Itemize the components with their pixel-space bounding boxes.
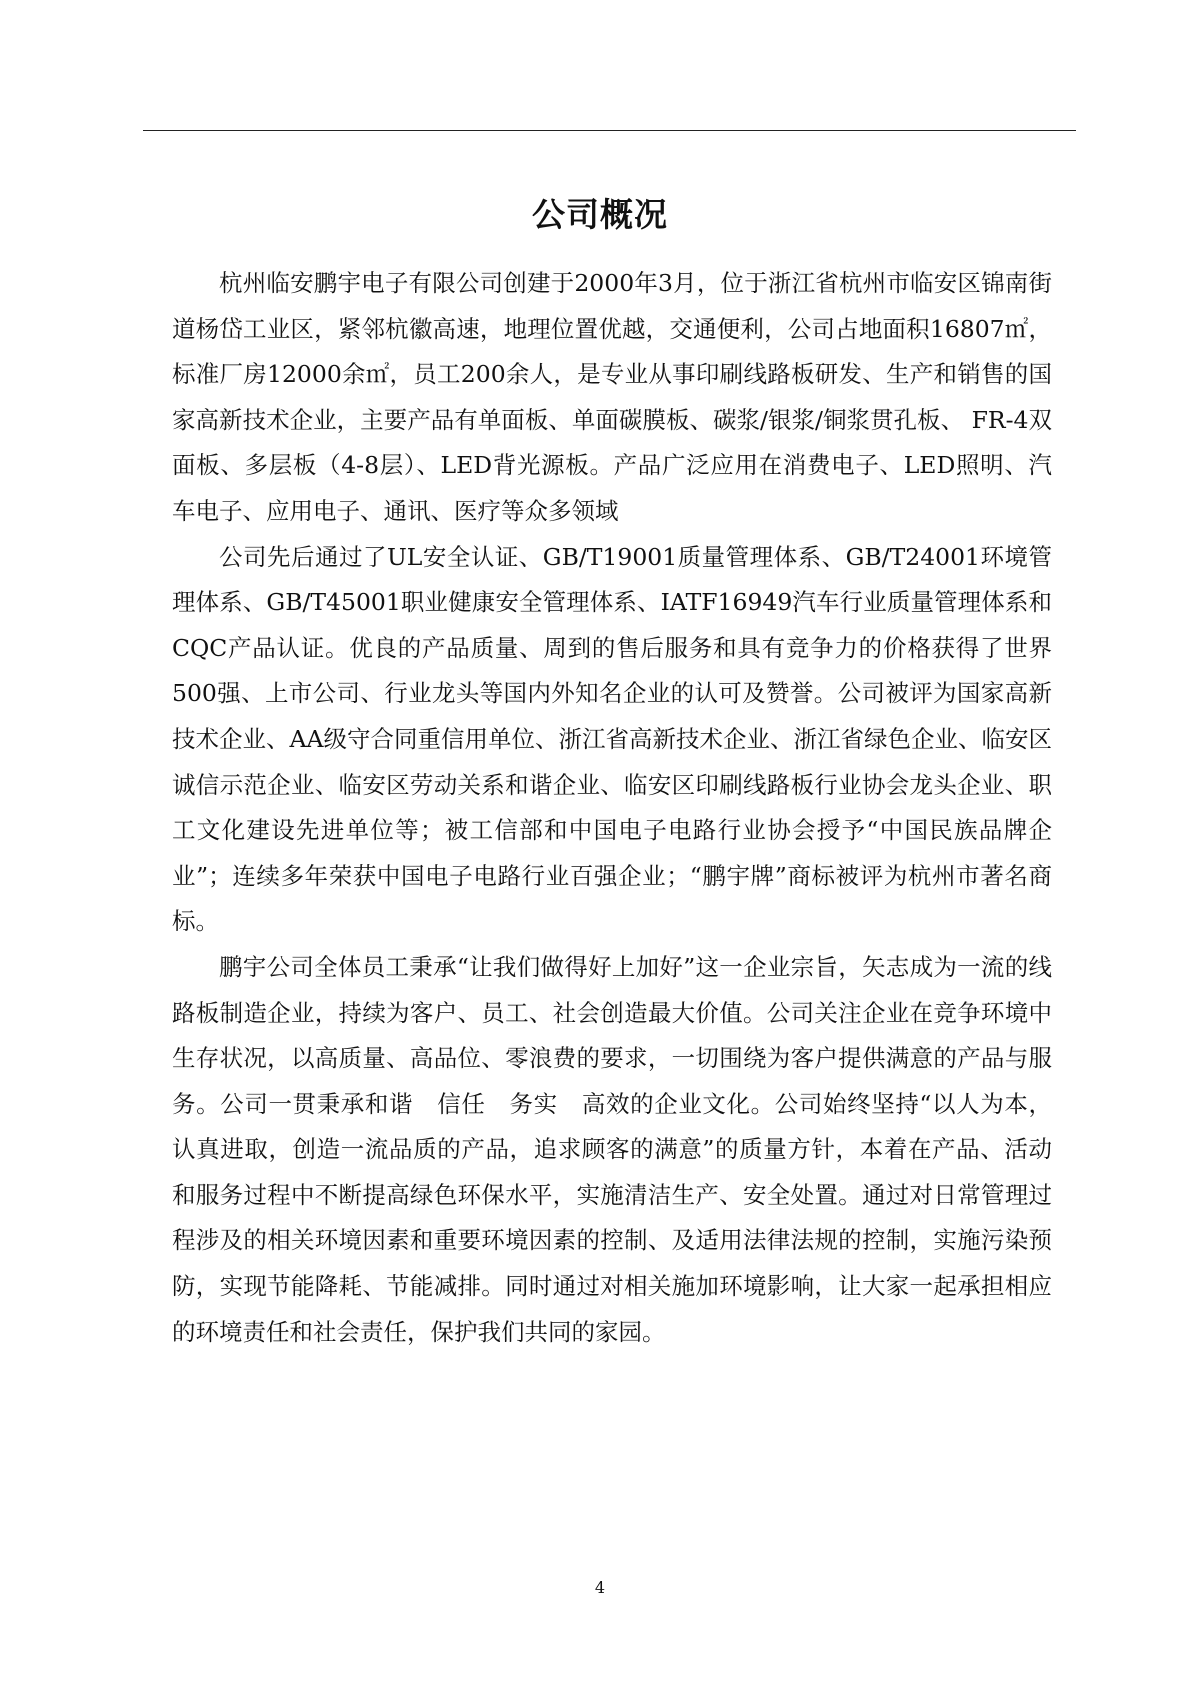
body-text: [172, 261, 1052, 1355]
page-number: 4: [594, 1578, 606, 1597]
paragraph-corporate-culture: 鹏宇公司全体员工秉承“让我们做得好上加好”这一企业宗旨，矢志成为一流的线路板制造企业，持续为客户、员工、社会创造最大价值。公司关注企业在竞争环境中生存状况，以高质量、高品位、零浪费的要求，一切围绕为客户提供满意的产品与服务。公司一贯秉承和谐 信任 务实 高效的企业文化。公司始终坚持“以人为本，认真进取，创造一流品质的产品，追求顾客的满意”的质量方针，本着在产品、活动和服务过程中不断提高绿色环保水平，实施清洁生产、安全处置。通过对日常管理过程涉及的相关环境因素和重要环境因素的控制、及适用法律法规的控制，实施污染预防，实现节能降耗、节能减排。同时通过对相关施加环境影响，让大家一起承担相应的环境责任和社会责任，保护我们共同的家园。: [172, 952, 1052, 1346]
page-title: 公司概况: [532, 195, 668, 234]
header-rule: [143, 130, 1076, 131]
paragraph-certifications: 公司先后通过了UL安全认证、GB/T19001质量管理体系、GB/T24001环境管理体系、GB/T45001职业健康安全管理体系、IATF16949汽车行业质量管理体系和CQC产品认证。优良的产品质量、周到的售后服务和具有竞争力的价格获得了世界500强、上市公司、行业龙头等国内外知名企业的认可及赞誉。公司被评为国家高新技术企业、AA级守合同重信用单位、浙江省高新技术企业、浙江省绿色企业、临安区诚信示范企业、临安区劳动关系和谐企业、临安区印刷线路板行业协会龙头企业、职工文化建设先进单位等；被工信部和中国电子电路行业协会授予“中国民族品牌企业”；连续多年荣获中国电子电路行业百强企业；“鹏宇牌”商标被评为杭州市著名商标。: [172, 542, 1052, 936]
paragraph-company-intro: 杭州临安鹏宇电子有限公司创建于2000年3月，位于浙江省杭州市临安区锦南街道杨岱工业区，紧邻杭徽高速，地理位置优越，交通便利，公司占地面积16807㎡，标准厂房12000余㎡，员工200余人，是专业从事印刷线路板研发、生产和销售的国家高新技术企业，主要产品有单面板、单面碳膜板、碳浆/银浆/铜浆贯孔板、 FR-4双面板、多层板（4-8层）、LED背光源板。产品广泛应用在消费电子、LED照明、汽车电子、应用电子、通讯、医疗等众多领域: [172, 269, 1052, 525]
